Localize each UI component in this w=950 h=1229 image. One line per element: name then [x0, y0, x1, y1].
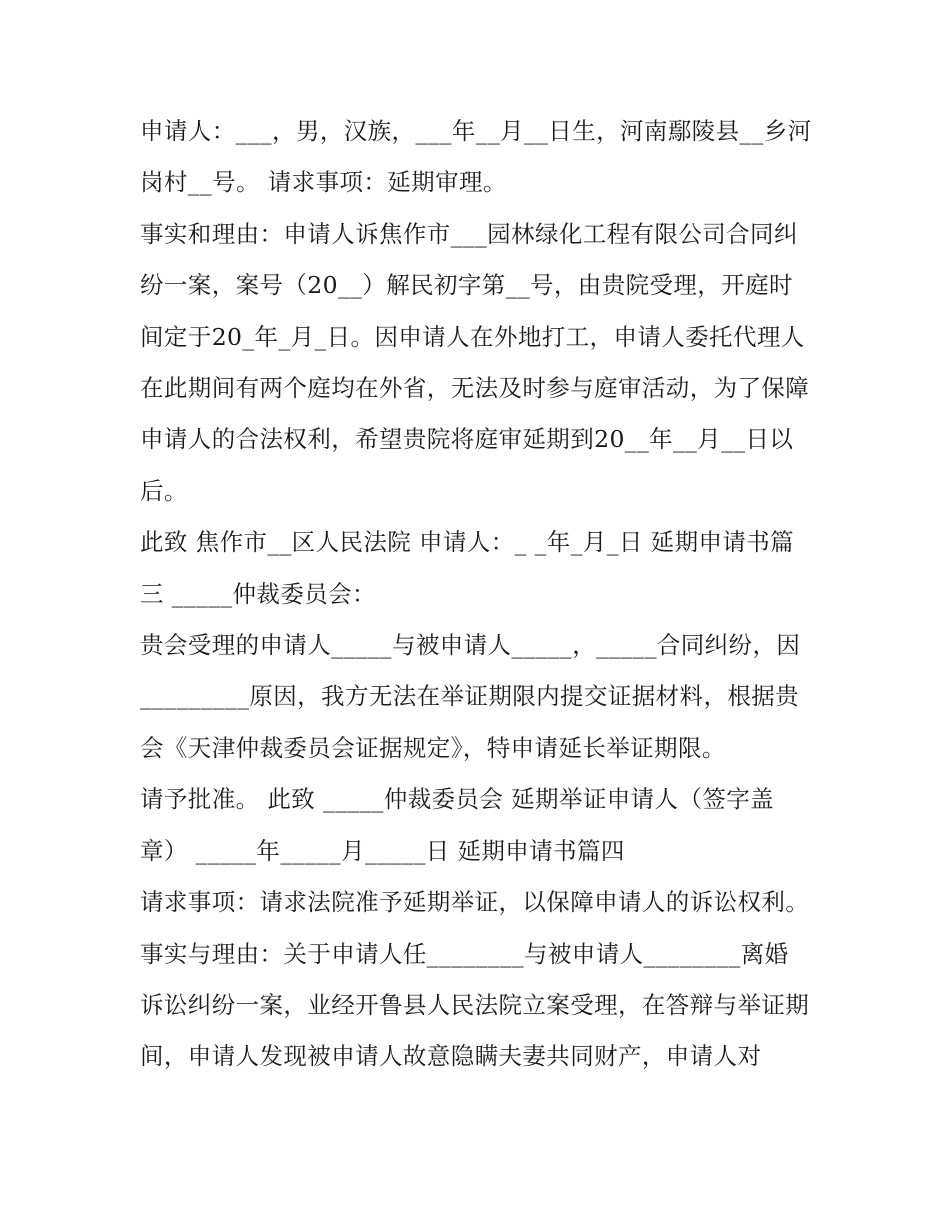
paragraph-request-items: 请求事项：请求法院准予延期举证，以保障申请人的诉讼权利。 — [140, 888, 810, 917]
paragraph-closing-court: 此致 焦作市__区人民法院 申请人：_ _年_月_日 延期申请书篇三 _____仲裁委员会： — [140, 528, 795, 608]
paragraph-facts-and-reasons: 事实和理由：申请人诉焦作市___园林绿化工程有限公司合同纠纷一案，案号（20__）解民初字第__号，由贵院受理，开庭时间定于20_年_月_日。因申请人在外地打工，申请人委托代理人在此期间有两个庭均在外省，无法及时参与庭审活动，为了保障申请人的合法权利，希望贵院将庭审延期到20__年__月__日以后。 — [140, 219, 810, 505]
paragraph-approval-closing: 请予批准。 此致 _____仲裁委员会 延期举证申请人（签字盖章） _____年_____月_____日 延期申请书篇四 — [140, 785, 775, 865]
paragraph-arbitration-request: 贵会受理的申请人_____与被申请人_____，_____合同纠纷，因_________原因，我方无法在举证期限内提交证据材料，根据贵会《天津仲裁委员会证据规定》，特申请延长举证期限。 — [140, 631, 801, 762]
document-body — [140, 106, 812, 1083]
paragraph-applicant-info: 申请人：___，男，汉族，___年__月__日生，河南鄢陵县__乡河岗村__号。 请求事项：延期审理。 — [140, 117, 812, 197]
paragraph-facts-divorce: 事实与理由：关于申请人任________与被申请人________离婚诉讼纠纷一案，业经开鲁县人民法院立案受理，在答辩与举证期间，申请人发现被申请人故意隐瞒夫妻共同财产，申请人对 — [140, 939, 810, 1071]
